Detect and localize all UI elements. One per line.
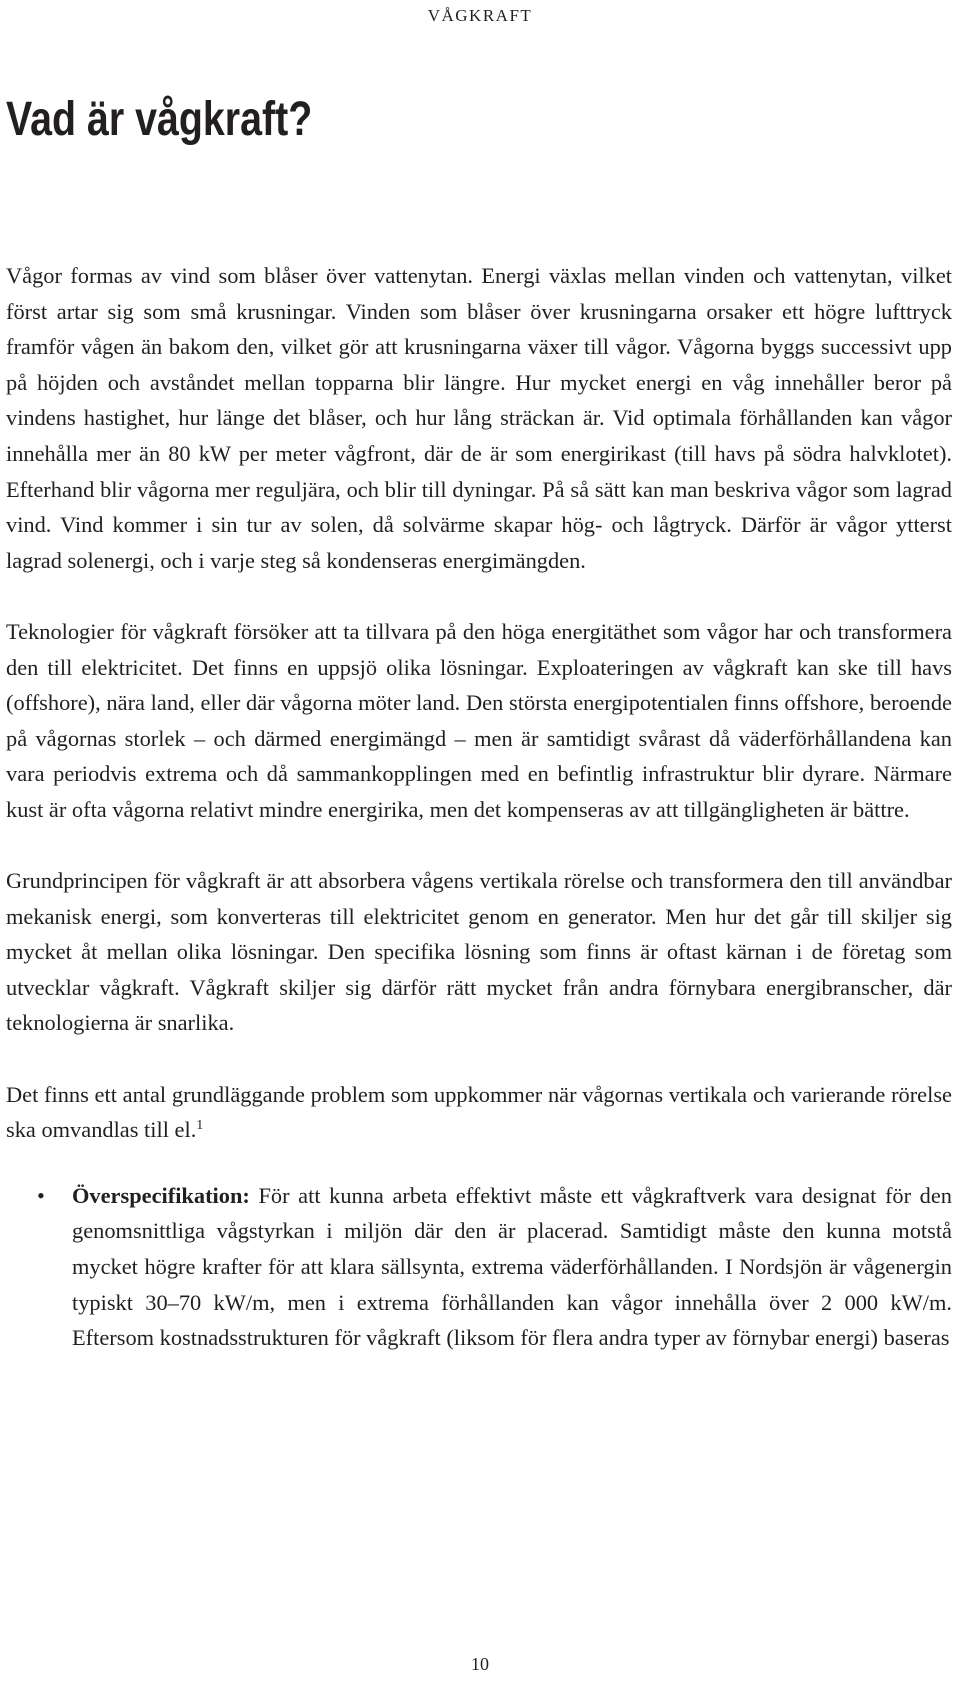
paragraph-2: Teknologier för vågkraft försöker att ta tillvara på den höga energitäthet som vågor har och transformera den till elektricitet. Det finns en uppsjö olika lösningar. Exploateringen av vågkraft kan ske till havs (offshore), nära land, eller där vågorna möter land. Den största energipotentialen finns offshore, beroende på vågornas storlek – och därmed energimängd – men är samtidigt svårast då väderförhållandena kan vara periodvis extrema och då sammankopplingen med en befintlig infrastruktur blir dyrare. Närmare kust är ofta vågorna relativt mindre energirika, men det kompenseras av att tillgängligheten är bättre. (6, 618, 952, 822)
bullet-term: Överspecifikation: (72, 1182, 250, 1208)
paragraph-3: Grundprincipen för vågkraft är att absorbera vågens vertikala rörelse och transformera den till användbar mekanisk energi, som konverteras till elektricitet genom en generator. Men hur det går till skiljer sig mycket åt mellan olika lösningar. Den specifika lösning som finns är oftast kärnan i de företag som utvecklar vågkraft. Vågkraft skiljer sig därför rätt mycket från andra förnybara energibranscher, där teknologierna är snarlika. (6, 868, 952, 1036)
bullet-list (6, 1178, 952, 1356)
page-number: 10 (471, 1654, 489, 1674)
paragraph-4-text: Det finns ett antal grundläggande problem som uppkommer när vågornas vertikala och varierande rörelse ska omvandlas till el. (6, 1081, 952, 1143)
paragraph-4 (6, 1077, 952, 1148)
bullet-item (6, 1178, 952, 1356)
paragraph-1: Vågor formas av vind som blåser över vattenytan. Energi växlas mellan vinden och vattenytan, vilket först artar sig som små krusningar. Vinden som blåser över krusningarna orsaker ett högre lufttryck framför vågen än bakom den, vilket gör att krusningarna växer till vågor. Vågorna byggs successivt upp på höjden och avståndet mellan topparna blir längre. Hur mycket energi en våg innehåller beror på vindens hastighet, hur länge det blåser, och hur lång sträckan är. Vid optimala förhållanden kan vågor innehålla mer än 80 kW per meter vågfront, där de är som energirikast (till havs på södra halvklotet). Efterhand blir vågorna mer reguljära, och blir till dyningar. På så sätt kan man beskriva vågor som lagrad vind. Vind kommer i sin tur av solen, då solvärme skapar hög- och lågtryck. Därför är vågor ytterst lagrad solenergi, och i varje steg så kondenseras energimängden. (6, 263, 952, 573)
footnote-marker: 1 (196, 1118, 204, 1134)
page-title: Vad är vågkraft? (6, 93, 313, 146)
running-head: VÅGKRAFT (427, 6, 533, 25)
body-text (6, 258, 952, 1356)
bullet-text: För att kunna arbeta effektivt måste ett vågkraftverk vara designat för den genomsnittliga vågstyrkan i miljön där den är placerad. Samtidigt måste den kunna motstå mycket högre krafter för att klara sällsynta, extrema väderförhållanden. I Nordsjön är vågenergin typiskt 30–70 kW/m, men i extrema förhållanden kan vågor innehålla över 2 000 kW/m. Eftersom kostnadsstrukturen för vågkraft (liksom för flera andra typer av förnybar energi) baseras (72, 1182, 952, 1351)
bullet-icon: • (37, 1182, 45, 1208)
